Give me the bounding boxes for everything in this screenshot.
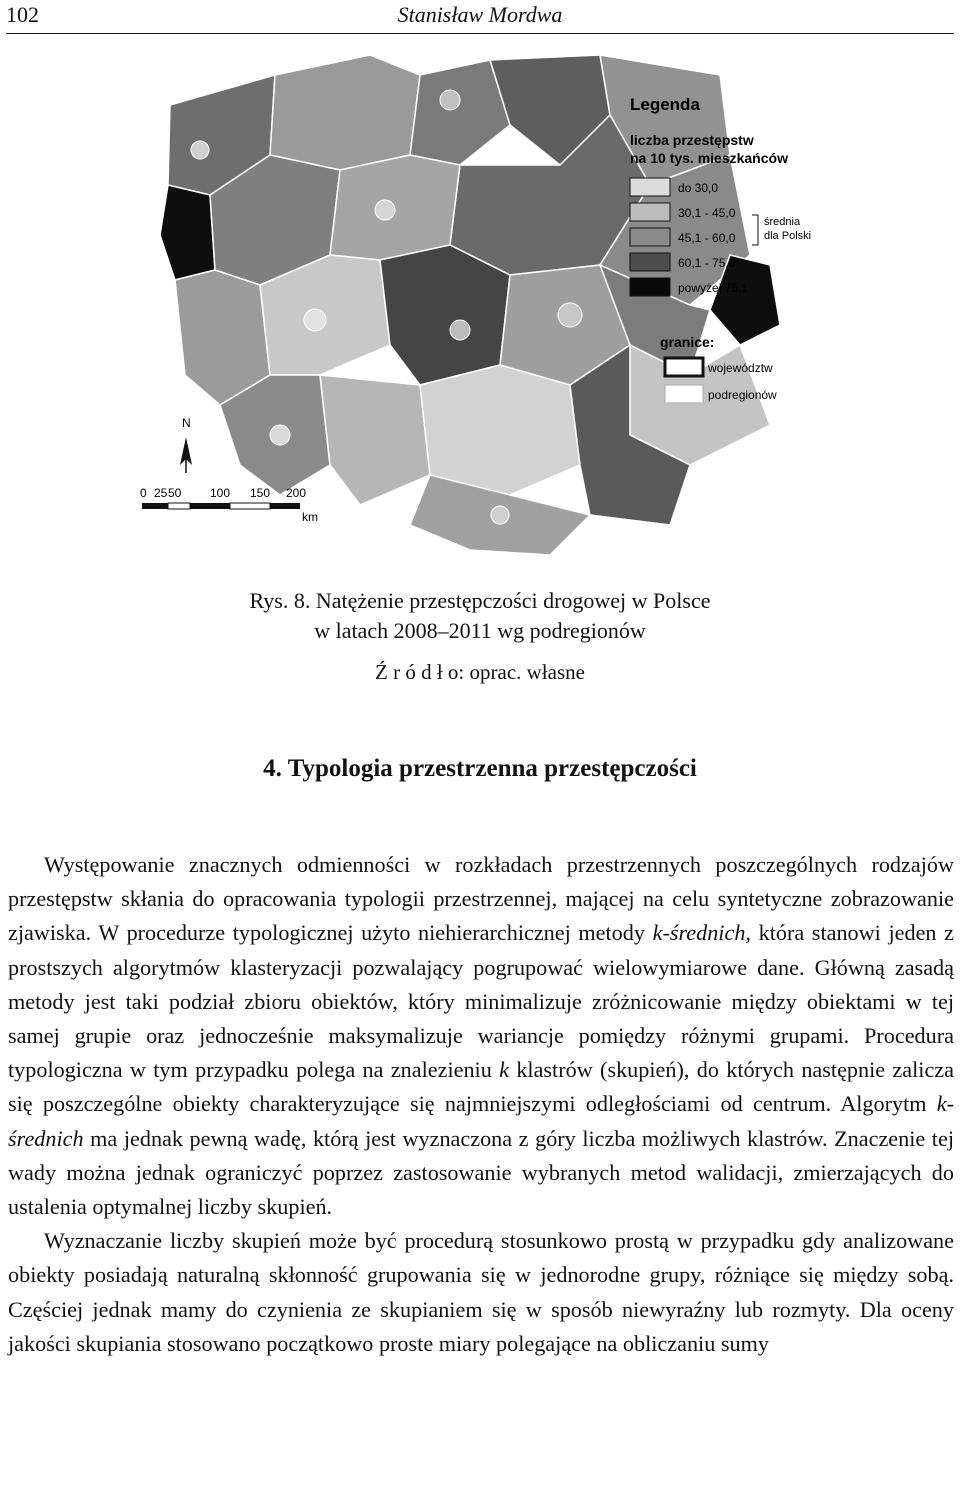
legend-subtitle-1: liczba przestępstw bbox=[630, 132, 754, 148]
map-regions bbox=[160, 55, 780, 555]
region-konin bbox=[380, 245, 510, 385]
legend-label-1: do 30,0 bbox=[678, 181, 719, 195]
p1-text-a: Występowanie znacznych odmienności w rozkładach przestrzennych poszczególnych rodzajów przestępstw skłania do opracowania typologii przestrzennej, mającej na celu syntetyczne zobrazowanie zjawiska. W procedurze typologicznej użyto niehierarchicznej metody bbox=[8, 852, 954, 946]
legend-swatch-1 bbox=[630, 178, 670, 196]
p1-text-c: klastrów (skupień), do których następnie zalicza się poszczególne obiekty charakteryzujące się najmniejszymi odległościami od centrum. Algorytm bbox=[8, 1057, 955, 1117]
paragraph-1 bbox=[8, 848, 954, 1224]
p1-italic-k: k bbox=[499, 1057, 509, 1083]
legend-subtitle-2: na 10 tys. mieszkańców bbox=[630, 150, 788, 166]
region-west-black bbox=[160, 185, 215, 280]
legend-average-1: średnia bbox=[764, 216, 801, 228]
legend-average-2: dla Polski bbox=[764, 230, 812, 242]
scale-tick-150: 150 bbox=[250, 486, 271, 500]
city-lodz bbox=[450, 320, 470, 340]
city-poznan bbox=[304, 309, 326, 331]
running-head-author: Stanisław Mordwa bbox=[397, 2, 563, 27]
scale-tick-100: 100 bbox=[210, 486, 231, 500]
legend-swatch-3 bbox=[630, 228, 670, 246]
scale-unit: km bbox=[302, 510, 318, 524]
city-szczecin bbox=[191, 141, 209, 159]
figure-caption-line-1: Rys. 8. Natężenie przestępczości drogowej w Polsce bbox=[249, 588, 711, 613]
legend-label-4: 60,1 - 75,0 bbox=[678, 256, 736, 270]
p1-italic-kmeans-1: k-średnich bbox=[652, 920, 746, 946]
region-north-coast bbox=[270, 55, 420, 170]
legend-border-voivodeship: województw bbox=[708, 361, 773, 375]
legend-border-subregion-swatch bbox=[665, 385, 703, 403]
legend-swatch-2 bbox=[630, 203, 670, 221]
figure-caption-line-2: w latach 2008–2011 wg podregionów bbox=[314, 618, 646, 643]
legend-label-3: 45,1 - 60,0 bbox=[678, 231, 736, 245]
p1-text-d: ma jednak pewną wadę, którą jest wyznaczona z góry liczba możliwych klastrów. Znaczenie tej wady można jednak ograniczyć poprzez zastosowanie wybranych metod walidacji, zmierzających do ustalenia optymalnej liczby skupień. bbox=[8, 1125, 954, 1220]
legend-borders-title: granice: bbox=[660, 334, 715, 350]
region-kielce bbox=[420, 365, 580, 495]
legend-swatch-4 bbox=[630, 253, 670, 271]
city-krakow bbox=[491, 506, 509, 524]
city-bydgoszcz bbox=[375, 200, 395, 220]
legend-border-subregion: podregionów bbox=[708, 388, 777, 402]
paragraph-2: Wyznaczanie liczby skupień może być procedurą stosunkowo prostą w przypadku gdy analizowane obiekty posiadają naturalną skłonność grupowania się w jednorodne grupy, różniące się między sobą. Częściej jednak mamy do czynienia ze skupianiem się w sposób niewyraźny lub rozmyty. Dla oceny jakości skupiania stosowano początkowo proste miary polegające na obliczaniu sumy bbox=[8, 1228, 954, 1356]
north-arrow bbox=[180, 416, 192, 473]
city-gdansk bbox=[440, 90, 460, 110]
figure-source: Ź r ó d ł o: oprac. własne bbox=[375, 660, 585, 684]
city-wroclaw bbox=[270, 425, 290, 445]
legend-label-5: powyżej 75,1 bbox=[678, 281, 749, 295]
choropleth-map bbox=[130, 45, 850, 565]
legend-swatch-5 bbox=[630, 278, 670, 296]
page-header bbox=[0, 0, 960, 34]
figure-map bbox=[130, 45, 850, 565]
p1-italic-kmeans-2: k-średnich bbox=[8, 1091, 954, 1151]
scale-bar bbox=[140, 486, 318, 524]
legend-title: Legenda bbox=[630, 95, 700, 114]
north-label: N bbox=[182, 416, 191, 430]
legend-average-bracket bbox=[752, 215, 758, 245]
scale-tick-0: 0 bbox=[140, 486, 147, 500]
page-number: 102 bbox=[6, 2, 39, 27]
scale-tick-25: 25 bbox=[154, 486, 168, 500]
scale-tick-50: 50 bbox=[168, 486, 182, 500]
region-opole bbox=[320, 375, 430, 505]
body-text bbox=[8, 848, 954, 1361]
scale-tick-200: 200 bbox=[286, 486, 307, 500]
city-warsaw bbox=[558, 303, 582, 327]
header-rule bbox=[6, 33, 954, 34]
section-title: 4. Typologia przestrzenna przestępczości bbox=[263, 755, 697, 782]
legend-border-voivodeship-swatch bbox=[665, 358, 703, 376]
legend-label-2: 30,1 - 45,0 bbox=[678, 206, 736, 220]
p1-text-b: , która stanowi jeden z prostszych algorytmów klasteryzacji pozwalający pogrupować wielowymiarowe dane. Główną zasadą metody jest taki podział zbioru obiektów, który minimalizuje zróżnicowanie między obiektami w tej samej grupie oraz jednocześnie maksymalizuje wariancje pomiędzy różnymi grupami. Procedura typologiczna w tym przypadku polega na znalezieniu bbox=[8, 920, 954, 1083]
